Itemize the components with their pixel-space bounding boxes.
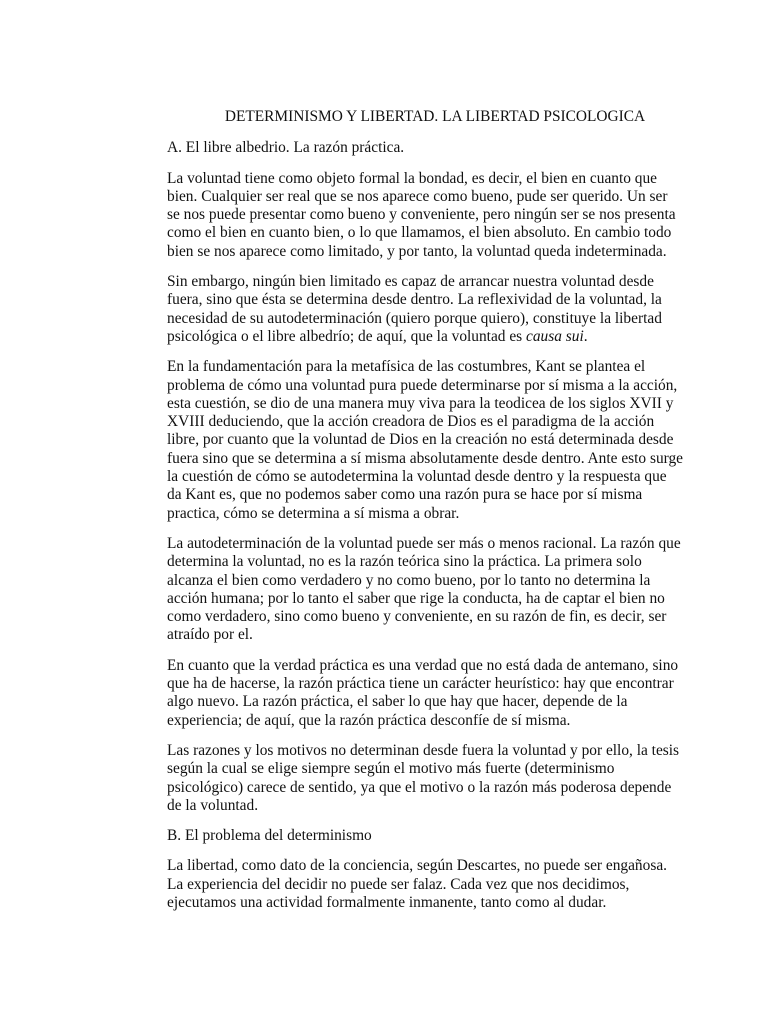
paragraph-2-text: Sin embargo, ningún bien limitado es capaz de arrancar nuestra voluntad desde fuera, sino que ésta se determina desde dentro. La reflexividad de la voluntad, la necesidad de su autodeterminación (quiero porque quiero), constituye la libertad psicológica o el libre albedrío; de aquí, que la voluntad es	[167, 273, 662, 345]
document-title: DETERMINISMO Y LIBERTAD. LA LIBERTAD PSICOLOGICA	[224, 108, 646, 125]
paragraph-2-end: .	[583, 327, 588, 345]
paragraph-5: En cuanto que la verdad práctica es una verdad que no está dada de antemano, sino que ha de hacerse, la razón práctica tiene un carácter heurístico: hay que encontrar algo nuevo. La razón práctica, el saber lo que hay que hacer, depende de la experiencia; de aquí, que la razón práctica desconfíe de sí misma.	[167, 656, 679, 729]
paragraph-2-italic: causa sui	[526, 327, 584, 345]
paragraph-2	[167, 273, 683, 346]
section-heading-a: A. El libre albedrio. La razón práctica.	[167, 139, 405, 157]
paragraph-1: La voluntad tiene como objeto formal la bondad, es decir, el bien en cuanto que bien. Cualquier ser real que se nos aparece como bueno, pude ser querido. Un ser se nos puede presentar como bueno y conveniente, pero ningún ser se nos presenta como el bien en cuanto bien, o lo que llamamos, el bien absoluto. En cambio todo bien se nos aparece como limitado, y por tanto, la voluntad queda indeterminada.	[167, 169, 676, 260]
paragraph-6: Las razones y los motivos no determinan desde fuera la voluntad y por ello, la tesis según la cual se elige siempre según el motivo más fuerte (determinismo psicológico) carece de sentido, ya que el motivo o la razón más poderosa depende de la voluntad.	[167, 741, 680, 814]
document-body	[167, 108, 683, 924]
paragraph-7: La libertad, como dato de la conciencia, según Descartes, no puede ser engañosa. La experiencia del decidir no puede ser falaz. Cada vez que nos decidimos, ejecutamos una actividad formalmente inmanente, tanto como al dudar.	[167, 857, 667, 911]
paragraph-4: La autodeterminación de la voluntad puede ser más o menos racional. La razón que determina la voluntad, no es la razón teórica sino la práctica. La primera solo alcanza el bien como verdadero y no como bueno, por lo tanto no determina la acción humana; por lo tanto el saber que rige la conducta, ha de captar el bien no como verdadero, sino como bueno y conveniente, en su razón de fin, es decir, ser atraído por el.	[167, 534, 681, 644]
section-heading-b: B. El problema del determinismo	[167, 827, 372, 845]
paragraph-3: En la fundamentación para la metafísica de las costumbres, Kant se plantea el problema de cómo una voluntad pura puede determinarse por sí misma a la acción, esta cuestión, se dio de una manera muy viva para la teodicea de los siglos XVII y XVIII deduciendo, que la acción creadora de Dios es el paradigma de la acción libre, por cuanto que la voluntad de Dios en la creación no está determinada desde fuera sino que se determina a sí misma absolutamente desde dentro. Ante esto surge la cuestión de cómo se autodetermina la voluntad desde dentro y la respuesta que da Kant es, que no podemos saber como una razón pura se hace por sí misma practica, cómo se determina a sí misma a obrar.	[167, 358, 684, 522]
